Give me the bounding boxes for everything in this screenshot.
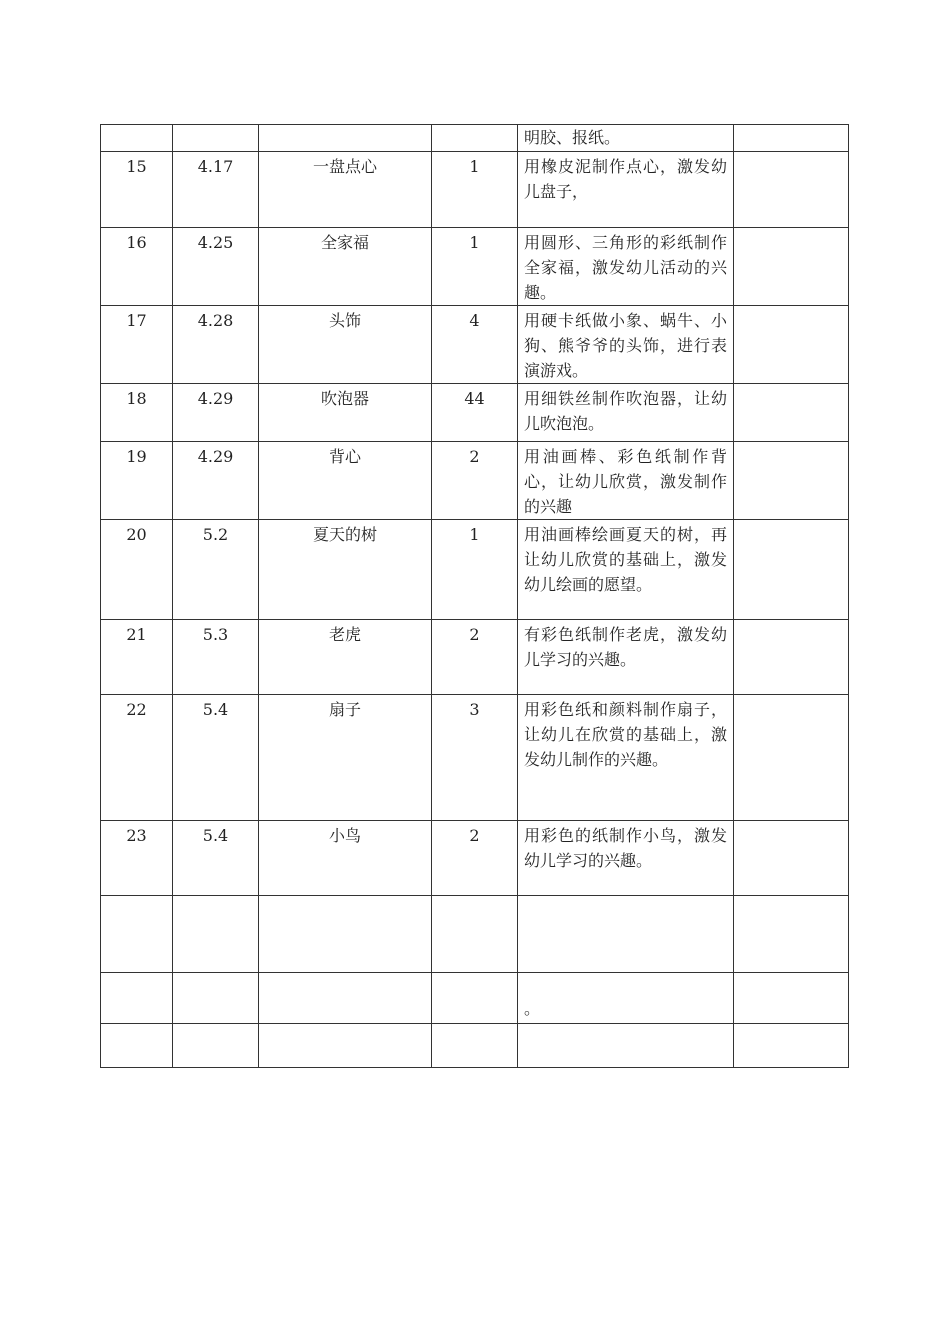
- cell-name: 吹泡器: [259, 384, 432, 442]
- table-row: [101, 125, 849, 152]
- cell-note: [734, 306, 849, 384]
- table-row: [101, 228, 849, 306]
- cell-description: 。: [518, 973, 734, 1024]
- cell-date: 4.29: [173, 384, 259, 442]
- cell-note: [734, 520, 849, 620]
- cell-count: [432, 1024, 518, 1068]
- cell-count: 44: [432, 384, 518, 442]
- cell-date: [173, 973, 259, 1024]
- cell-date: 5.4: [173, 695, 259, 821]
- cell-description: 用圆形、三角形的彩纸制作全家福，激发幼儿活动的兴趣。: [518, 228, 734, 306]
- table-row: [101, 695, 849, 821]
- cell-count: [432, 125, 518, 152]
- cell-note: [734, 973, 849, 1024]
- cell-date: [173, 1024, 259, 1068]
- table-row: [101, 1024, 849, 1068]
- cell-count: 2: [432, 620, 518, 695]
- cell-count: 2: [432, 442, 518, 520]
- cell-date: 5.4: [173, 821, 259, 896]
- cell-number: 20: [101, 520, 173, 620]
- cell-description: 用油画棒绘画夏天的树，再让幼儿欣赏的基础上，激发幼儿绘画的愿望。: [518, 520, 734, 620]
- cell-note: [734, 620, 849, 695]
- cell-date: [173, 125, 259, 152]
- cell-note: [734, 384, 849, 442]
- cell-description: 有彩色纸制作老虎，激发幼儿学习的兴趣。: [518, 620, 734, 695]
- cell-note: [734, 1024, 849, 1068]
- cell-number: 22: [101, 695, 173, 821]
- cell-description: 用彩色纸和颜料制作扇子，让幼儿在欣赏的基础上，激发幼儿制作的兴趣。: [518, 695, 734, 821]
- cell-number: [101, 896, 173, 973]
- table-row: [101, 306, 849, 384]
- cell-note: [734, 695, 849, 821]
- cell-note: [734, 442, 849, 520]
- cell-note: [734, 896, 849, 973]
- cell-description: [518, 896, 734, 973]
- cell-count: 1: [432, 228, 518, 306]
- table-row: [101, 973, 849, 1024]
- cell-date: 4.17: [173, 152, 259, 228]
- cell-name: 扇子: [259, 695, 432, 821]
- cell-name: [259, 973, 432, 1024]
- cell-count: 1: [432, 520, 518, 620]
- cell-number: 21: [101, 620, 173, 695]
- cell-name: [259, 896, 432, 973]
- table-row: [101, 384, 849, 442]
- cell-description: 用彩色的纸制作小鸟，激发幼儿学习的兴趣。: [518, 821, 734, 896]
- cell-note: [734, 152, 849, 228]
- cell-date: 5.2: [173, 520, 259, 620]
- cell-date: 4.29: [173, 442, 259, 520]
- table-row: [101, 620, 849, 695]
- table-row: [101, 821, 849, 896]
- cell-number: 18: [101, 384, 173, 442]
- cell-number: 19: [101, 442, 173, 520]
- cell-count: 4: [432, 306, 518, 384]
- cell-name: 小鸟: [259, 821, 432, 896]
- cell-name: [259, 1024, 432, 1068]
- table-row: [101, 442, 849, 520]
- cell-description: 明胶、报纸。: [518, 125, 734, 152]
- cell-number: 17: [101, 306, 173, 384]
- cell-name: 全家福: [259, 228, 432, 306]
- cell-number: [101, 1024, 173, 1068]
- table-row: [101, 520, 849, 620]
- cell-date: 4.25: [173, 228, 259, 306]
- cell-description: 用油画棒、彩色纸制作背心，让幼儿欣赏，激发制作的兴趣: [518, 442, 734, 520]
- cell-name: 老虎: [259, 620, 432, 695]
- cell-name: 夏天的树: [259, 520, 432, 620]
- cell-note: [734, 125, 849, 152]
- cell-description: 用橡皮泥制作点心，激发幼儿盘子，: [518, 152, 734, 228]
- cell-number: [101, 973, 173, 1024]
- cell-description: [518, 1024, 734, 1068]
- cell-description: 用细铁丝制作吹泡器，让幼儿吹泡泡。: [518, 384, 734, 442]
- cell-number: 15: [101, 152, 173, 228]
- cell-number: 23: [101, 821, 173, 896]
- cell-date: 5.3: [173, 620, 259, 695]
- cell-note: [734, 821, 849, 896]
- cell-date: [173, 896, 259, 973]
- cell-count: [432, 896, 518, 973]
- cell-name: [259, 125, 432, 152]
- cell-count: 2: [432, 821, 518, 896]
- cell-name: 一盘点心: [259, 152, 432, 228]
- cell-count: [432, 973, 518, 1024]
- cell-number: 16: [101, 228, 173, 306]
- cell-count: 3: [432, 695, 518, 821]
- cell-name: 背心: [259, 442, 432, 520]
- cell-count: 1: [432, 152, 518, 228]
- cell-name: 头饰: [259, 306, 432, 384]
- cell-date: 4.28: [173, 306, 259, 384]
- activity-record-table: [100, 124, 849, 1068]
- table-row: [101, 152, 849, 228]
- cell-number: [101, 125, 173, 152]
- cell-note: [734, 228, 849, 306]
- cell-description: 用硬卡纸做小象、蜗牛、小狗、熊爷爷的头饰，进行表演游戏。: [518, 306, 734, 384]
- table-row: [101, 896, 849, 973]
